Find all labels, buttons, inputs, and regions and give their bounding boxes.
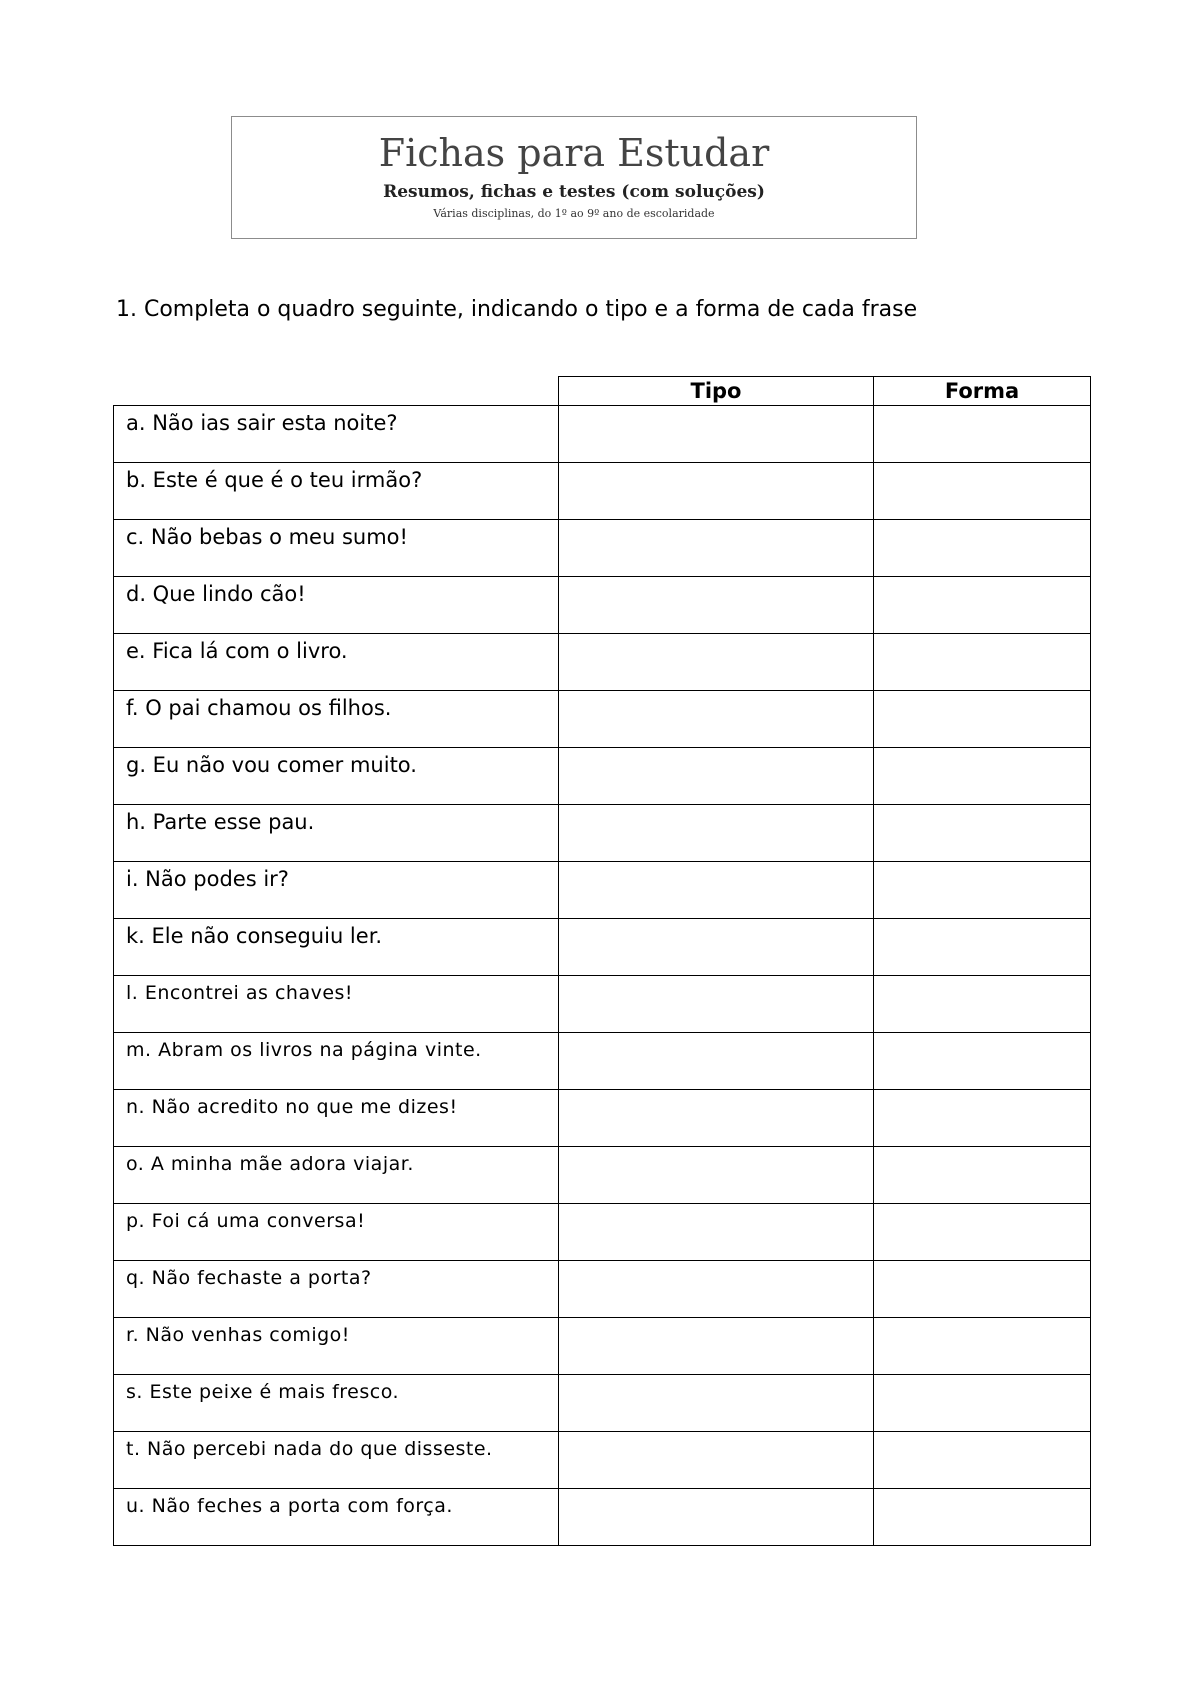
tipo-answer-cell[interactable] — [559, 862, 874, 919]
phrase-cell: h. Parte esse pau. — [114, 805, 559, 862]
table-row — [114, 1432, 1091, 1489]
table-row — [114, 634, 1091, 691]
tipo-answer-cell[interactable] — [559, 1432, 874, 1489]
phrase-cell: r. Não venhas comigo! — [114, 1318, 559, 1375]
table-row — [114, 976, 1091, 1033]
forma-answer-cell[interactable] — [874, 748, 1091, 805]
phrase-cell: o. A minha mãe adora viajar. — [114, 1147, 559, 1204]
tipo-answer-cell[interactable] — [559, 1204, 874, 1261]
forma-answer-cell[interactable] — [874, 1090, 1091, 1147]
table-row — [114, 1318, 1091, 1375]
phrase-cell: e. Fica lá com o livro. — [114, 634, 559, 691]
table-row — [114, 862, 1091, 919]
tipo-answer-cell[interactable] — [559, 1318, 874, 1375]
table-row — [114, 1204, 1091, 1261]
forma-answer-cell[interactable] — [874, 634, 1091, 691]
forma-answer-cell[interactable] — [874, 805, 1091, 862]
site-tagline: Várias disciplinas, do 1º ao 9º ano de escolaridade — [433, 207, 715, 220]
phrase-cell: q. Não fechaste a porta? — [114, 1261, 559, 1318]
table-row — [114, 1090, 1091, 1147]
table-row — [114, 1147, 1091, 1204]
tipo-answer-cell[interactable] — [559, 805, 874, 862]
forma-answer-cell[interactable] — [874, 520, 1091, 577]
tipo-answer-cell[interactable] — [559, 1375, 874, 1432]
phrase-cell: g. Eu não vou comer muito. — [114, 748, 559, 805]
forma-answer-cell[interactable] — [874, 1204, 1091, 1261]
phrase-cell: m. Abram os livros na página vinte. — [114, 1033, 559, 1090]
phrase-cell: k. Ele não conseguiu ler. — [114, 919, 559, 976]
forma-answer-cell[interactable] — [874, 1033, 1091, 1090]
tipo-answer-cell[interactable] — [559, 1090, 874, 1147]
tipo-answer-cell[interactable] — [559, 1261, 874, 1318]
phrase-cell: s. Este peixe é mais fresco. — [114, 1375, 559, 1432]
phrase-cell: l. Encontrei as chaves! — [114, 976, 559, 1033]
table-header-row — [114, 377, 1091, 406]
forma-answer-cell[interactable] — [874, 976, 1091, 1033]
site-title: Fichas para Estudar — [378, 131, 770, 175]
table-row — [114, 748, 1091, 805]
table-row — [114, 805, 1091, 862]
site-header-banner — [231, 116, 917, 239]
forma-answer-cell[interactable] — [874, 862, 1091, 919]
forma-answer-cell[interactable] — [874, 463, 1091, 520]
table-row — [114, 919, 1091, 976]
table-row — [114, 463, 1091, 520]
tipo-answer-cell[interactable] — [559, 919, 874, 976]
table-body — [114, 406, 1091, 1546]
exercise-instruction: 1. Completa o quadro seguinte, indicando o tipo e a forma de cada frase — [116, 297, 918, 322]
phrase-cell: n. Não acredito no que me dizes! — [114, 1090, 559, 1147]
tipo-answer-cell[interactable] — [559, 748, 874, 805]
forma-answer-cell[interactable] — [874, 691, 1091, 748]
phrase-cell: i. Não podes ir? — [114, 862, 559, 919]
phrase-cell: a. Não ias sair esta noite? — [114, 406, 559, 463]
table-row — [114, 1261, 1091, 1318]
tipo-answer-cell[interactable] — [559, 406, 874, 463]
table-row — [114, 1033, 1091, 1090]
tipo-answer-cell[interactable] — [559, 520, 874, 577]
header-tipo: Tipo — [559, 377, 874, 406]
phrase-cell: p. Foi cá uma conversa! — [114, 1204, 559, 1261]
forma-answer-cell[interactable] — [874, 1489, 1091, 1546]
phrase-cell: b. Este é que é o teu irmão? — [114, 463, 559, 520]
table-row — [114, 577, 1091, 634]
forma-answer-cell[interactable] — [874, 1147, 1091, 1204]
exercise-table — [113, 376, 1091, 1546]
forma-answer-cell[interactable] — [874, 1261, 1091, 1318]
tipo-answer-cell[interactable] — [559, 463, 874, 520]
phrase-cell: t. Não percebi nada do que disseste. — [114, 1432, 559, 1489]
header-forma: Forma — [874, 377, 1091, 406]
table-row — [114, 691, 1091, 748]
phrase-cell: f. O pai chamou os filhos. — [114, 691, 559, 748]
table-row — [114, 406, 1091, 463]
forma-answer-cell[interactable] — [874, 1318, 1091, 1375]
phrase-cell: u. Não feches a porta com força. — [114, 1489, 559, 1546]
forma-answer-cell[interactable] — [874, 1375, 1091, 1432]
tipo-answer-cell[interactable] — [559, 1489, 874, 1546]
table-row — [114, 520, 1091, 577]
phrase-cell: c. Não bebas o meu sumo! — [114, 520, 559, 577]
forma-answer-cell[interactable] — [874, 406, 1091, 463]
tipo-answer-cell[interactable] — [559, 1033, 874, 1090]
forma-answer-cell[interactable] — [874, 577, 1091, 634]
header-blank-cell — [114, 377, 559, 406]
site-subtitle: Resumos, fichas e testes (com soluções) — [383, 182, 765, 202]
forma-answer-cell[interactable] — [874, 1432, 1091, 1489]
table-row — [114, 1489, 1091, 1546]
tipo-answer-cell[interactable] — [559, 691, 874, 748]
tipo-answer-cell[interactable] — [559, 976, 874, 1033]
phrase-cell: d. Que lindo cão! — [114, 577, 559, 634]
forma-answer-cell[interactable] — [874, 919, 1091, 976]
table-row — [114, 1375, 1091, 1432]
tipo-answer-cell[interactable] — [559, 1147, 874, 1204]
tipo-answer-cell[interactable] — [559, 577, 874, 634]
tipo-answer-cell[interactable] — [559, 634, 874, 691]
